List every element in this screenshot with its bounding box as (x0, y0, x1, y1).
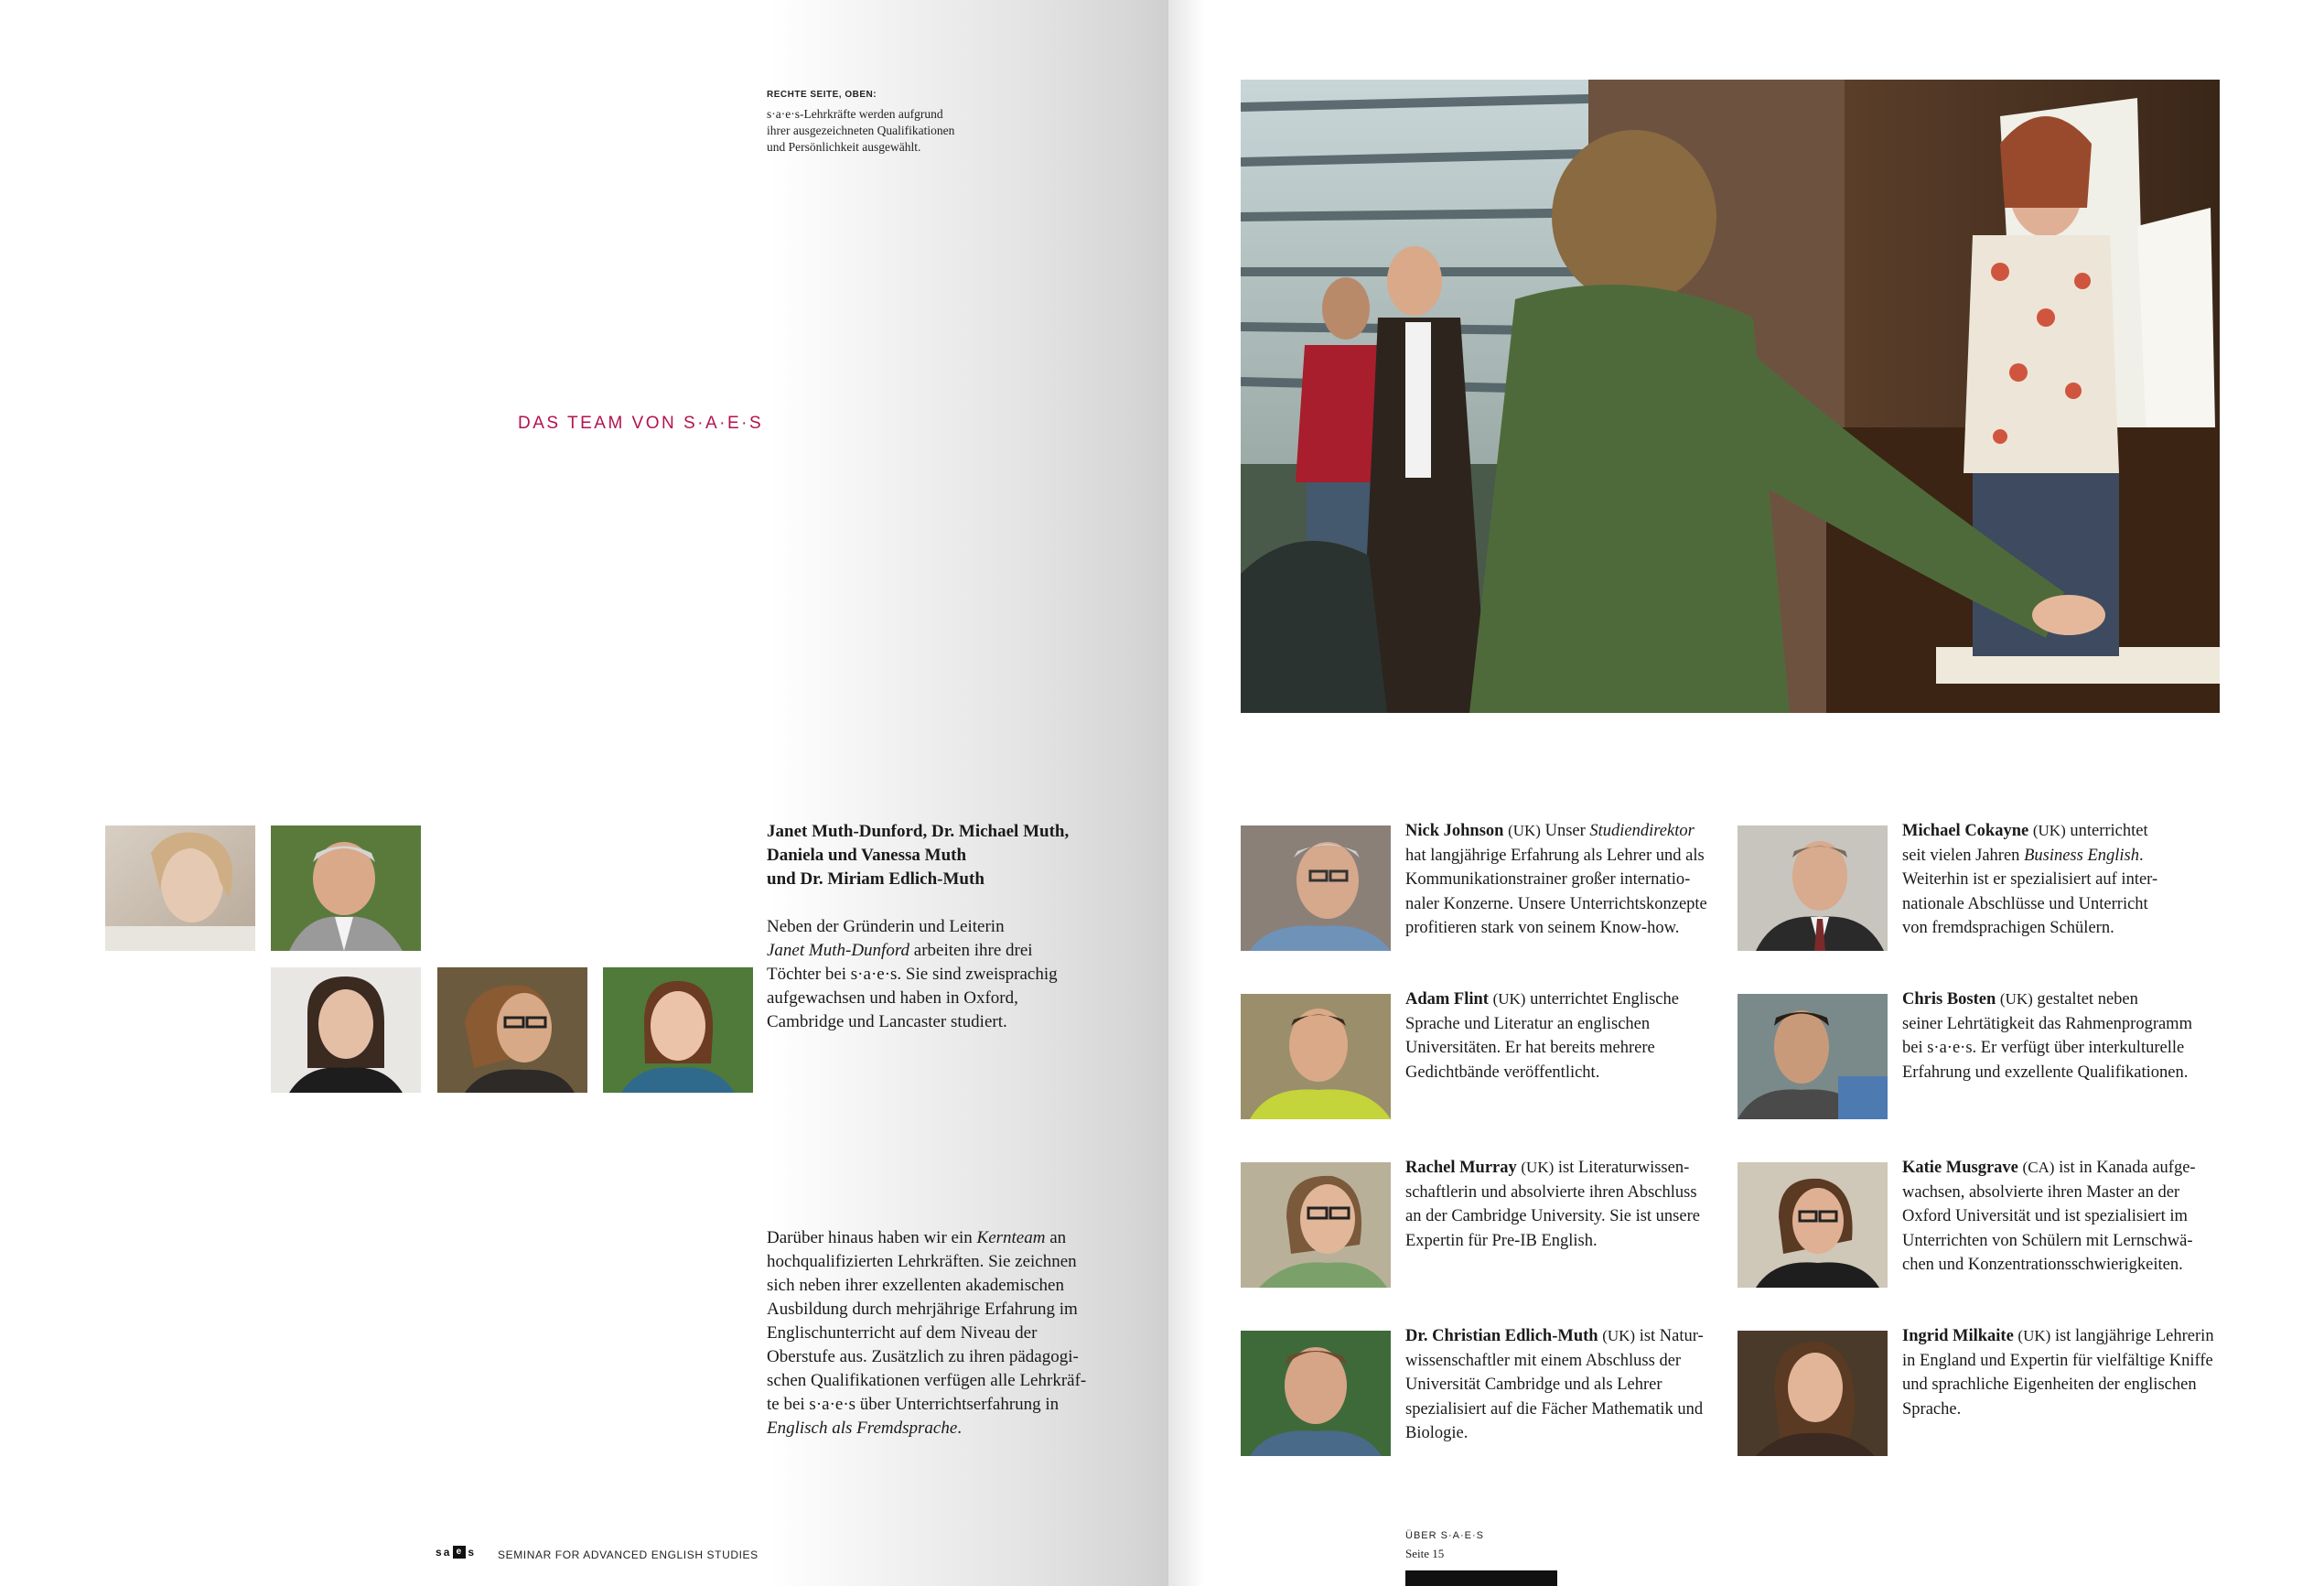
portrait-miriam (603, 967, 753, 1093)
section-title: DAS TEAM VON S·A·E·S (518, 414, 764, 433)
portrait-janet (105, 825, 255, 951)
hero-photo-classroom (1241, 80, 2220, 713)
page-number: Seite 15 (1405, 1547, 1445, 1560)
portrait-ingrid-milkaite (1738, 1331, 1888, 1456)
portrait-vanessa (437, 967, 587, 1093)
portrait-daniela (271, 967, 421, 1093)
caption-text: s·a·e·s-Lehrkräfte werden aufgrund ihrer ausgezeichneten Qualifikationen und Persönlichkeit ausgewählt. (767, 107, 955, 154)
portrait-michael-cokayne (1738, 825, 1888, 951)
bio-christian-edlich-muth: Dr. Christian Edlich-Muth (UK) ist Natur- wissenschaftler mit einem Abschluss der Universität Cambridge und als Lehrer spezialisiert auf die Fächer Mathematik und Biologie. (1405, 1327, 1704, 1442)
portrait-nick-johnson (1241, 825, 1391, 951)
portrait-katie-musgrave (1738, 1162, 1888, 1288)
bio-chris-bosten: Chris Bosten (UK) gestaltet neben seiner Lehrtätigkeit das Rahmenprogramm bei s·a·e·s. Er verfügt über interkulturelle Erfahrung und exzellente Qualifikationen. (1902, 990, 2192, 1082)
footer-bar (1405, 1570, 1557, 1586)
bio-adam-flint: Adam Flint (UK) unterrichtet Englische Sprache und Literatur an englischen Universitäten. Er hat bereits mehrere Gedichtbände veröffentlicht. (1405, 990, 1679, 1082)
caption-heading: RECHTE SEITE, OBEN: (767, 90, 877, 100)
portrait-christian-edlich-muth (1241, 1331, 1391, 1456)
family-intro-paragraph: Neben der Gründerin und Leiterin Janet Muth-Dunford arbeiten ihre drei Töchter bei s·a·e·s. Sie sind zweisprachig aufgewachsen und haben in Oxford, Cambridge und Lancaster studiert. (767, 917, 1058, 1031)
bio-nick-johnson: Nick Johnson (UK) Unser Studiendirektor hat langjährige Erfahrung als Lehrer und als Kommunikationstrainer großer internatio- naler Konzerne. Unsere Unterrichtskonzepte profitieren stark von seinem Know-how. (1405, 822, 1707, 937)
bio-rachel-murray: Rachel Murray (UK) ist Literaturwissen- schaftlerin und absolvierte ihren Abschluss an der Cambridge University. Sie ist unsere Expertin für Pre-IB English. (1405, 1159, 1700, 1250)
portrait-chris-bosten (1738, 994, 1888, 1119)
bio-ingrid-milkaite: Ingrid Milkaite (UK) ist langjährige Lehrerin in England und Expertin für vielfältige Kniffe und sprachliche Eigenheiten der englischen Sprache. (1902, 1327, 2214, 1419)
family-names: Janet Muth-Dunford, Dr. Michael Muth, Daniela und Vanessa Muth und Dr. Miriam Edlich-Muth (767, 822, 1070, 889)
kernteam-paragraph: Darüber hinaus haben wir ein Kernteam an hochqualifizierten Lehrkräften. Sie zeichnen sich neben ihrer exzellenten akademischen Ausbildung durch mehrjährige Erfahrung im Englischunterricht auf dem Niveau der Oberstufe aus. Zusätzlich zu ihren pädagogi- schen Qualifikationen verfügen alle Lehrkräf- te bei s·a·e·s über Unterrichtserfahrung in Englisch als Fremdsprache. (767, 1228, 1087, 1438)
portrait-rachel-murray (1241, 1162, 1391, 1288)
gutter-shadow (1168, 0, 1205, 1586)
footer-left-text: SEMINAR FOR ADVANCED ENGLISH STUDIES (498, 1548, 759, 1561)
bio-michael-cokayne: Michael Cokayne (UK) unterrichtet seit vielen Jahren Business English. Weiterhin ist er spezialisiert auf inter- nationale Abschlüsse und Unterricht von fremdsprachigen Schülern. (1902, 822, 2158, 937)
saes-logo: s a e s (436, 1546, 477, 1559)
portrait-adam-flint (1241, 994, 1391, 1119)
portrait-michael-muth (271, 825, 421, 951)
bio-katie-musgrave: Katie Musgrave (CA) ist in Kanada aufge- wachsen, absolvierte ihren Master an der Oxford Universität und ist spezialisiert im Unterrichten von Schülern mit Lernschwä- chen und Konzentrationsschwierigkeiten. (1902, 1159, 2196, 1274)
footer-section-label: ÜBER S·A·E·S (1405, 1530, 1484, 1541)
